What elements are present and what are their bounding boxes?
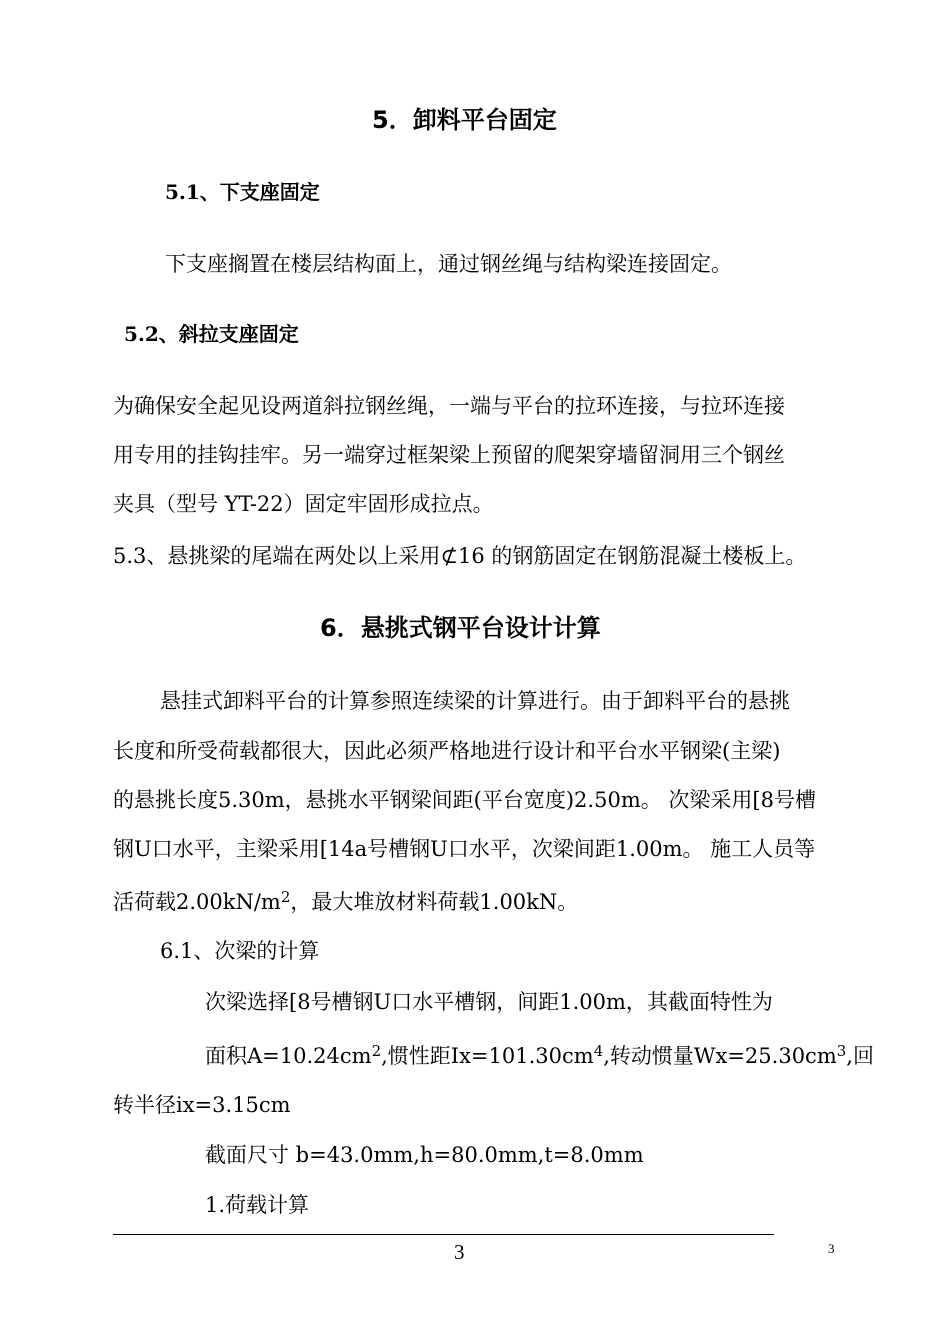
superscript: 3 bbox=[836, 1042, 847, 1060]
section-6-1-section-size: 截面尺寸 b=43.0mm,h=80.0mm,t=8.0mm bbox=[205, 1143, 644, 1167]
section-6-1-line: 次梁选择[8号槽钢U口水平槽钢，间距1.00m，其截面特性为 bbox=[205, 990, 773, 1014]
area-text: 面积A=10.24cm bbox=[205, 1044, 372, 1068]
section-5-2-line: 为确保安全起见设两道斜拉钢丝绳，一端与平台的拉环连接，与拉环连接 bbox=[113, 394, 785, 418]
superscript: 2 bbox=[371, 1042, 382, 1060]
section-6-intro-line: 的悬挑长度5.30m，悬挑水平钢梁间距(平台宽度)2.50m。 次梁采用[8号槽 bbox=[113, 788, 816, 812]
superscript: 4 bbox=[593, 1042, 604, 1060]
section-6-1-radius: 转半径ix=3.15cm bbox=[113, 1093, 291, 1117]
material-load-text: ，最大堆放材料荷载1.00kN。 bbox=[290, 890, 579, 914]
section-5-2-line: 用专用的挂钩挂牢。另一端穿过框架梁上预留的爬架穿墙留洞用三个钢丝 bbox=[113, 443, 785, 467]
live-load-text: 活荷载2.00kN/m bbox=[113, 890, 281, 914]
section-6-1-load-title: 1.荷载计算 bbox=[205, 1193, 310, 1217]
section-5-1-text: 下支座搁置在楼层结构面上，通过钢丝绳与结构梁连接固定。 bbox=[165, 252, 732, 276]
section-6-1-properties bbox=[205, 1042, 874, 1070]
section-6-intro-last-line bbox=[113, 888, 578, 916]
section-5-2-title: 5.2、斜拉支座固定 bbox=[124, 322, 299, 346]
section-5-3-text: 5.3、悬挑梁的尾端在两处以上采用⊄16 的钢筋固定在钢筋混凝土楼板上。 bbox=[113, 544, 807, 568]
section-5-title: 5．卸料平台固定 bbox=[372, 106, 557, 134]
section-6-1-title: 6.1、次梁的计算 bbox=[160, 939, 320, 963]
continued-text: ,回 bbox=[846, 1044, 874, 1068]
section-6-intro-line: 悬挂式卸料平台的计算参照连续梁的计算进行。由于卸料平台的悬挑 bbox=[160, 689, 790, 713]
corner-page-number: 3 bbox=[828, 1241, 835, 1256]
section-6-intro-line: 钢U口水平，主梁采用[14a号槽钢U口水平，次梁间距1.00m。 施工人员等 bbox=[113, 837, 816, 861]
section-5-1-title: 5.1、下支座固定 bbox=[165, 180, 320, 204]
footer-divider bbox=[113, 1234, 774, 1235]
superscript: 2 bbox=[280, 888, 291, 906]
section-6-title: 6．悬挑式钢平台设计计算 bbox=[320, 614, 601, 642]
page-number: 3 bbox=[454, 1240, 465, 1264]
inertia-text: ,惯性距Ix=101.30cm bbox=[381, 1044, 594, 1068]
section-5-2-line: 夹具（型号 YT-22）固定牢固形成拉点。 bbox=[113, 492, 494, 516]
section-6-intro-line: 长度和所受荷载都很大，因此必须严格地进行设计和平台水平钢梁(主梁) bbox=[113, 739, 781, 763]
modulus-text: ,转动惯量Wx=25.30cm bbox=[603, 1044, 837, 1068]
